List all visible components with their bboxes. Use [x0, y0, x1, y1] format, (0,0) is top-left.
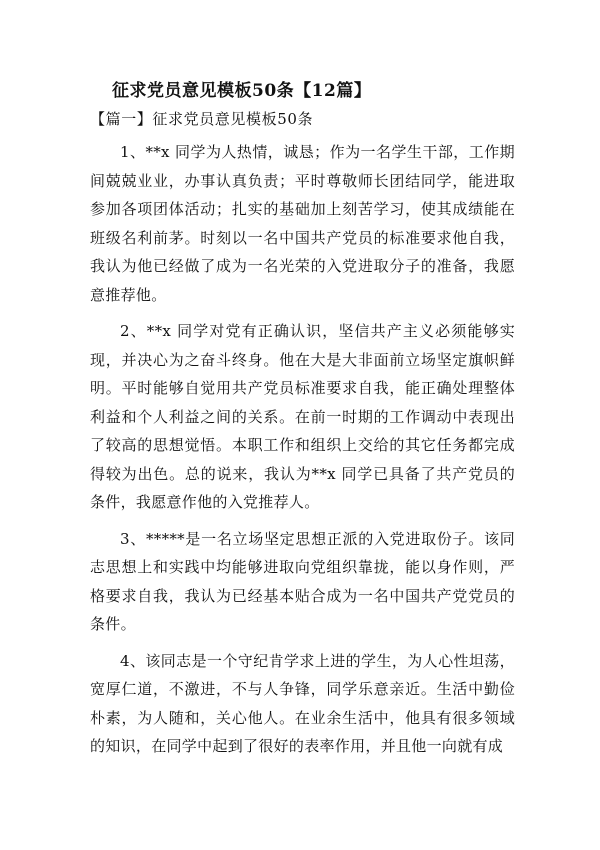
- paragraph-4: 4、该同志是一个守纪肯学求上进的学生，为人心性坦荡，宽厚仁道，不激进，不与人争锋，同学乐意亲近。生活中勤俭朴素，为人随和，关心他人。在业余生活中，他具有很多领域的知识，在同学中起到了很好的表率作用，并且他一向就有成: [90, 651, 515, 755]
- paragraph-2: 2、**x 同学对党有正确认识，坚信共产主义必须能够实现，并决心为之奋斗终身。他在大是大非面前立场坚定旗帜鲜明。平时能够自觉用共产党员标准要求自我，能正确处理整体利益和个人利益之间的关系。在前一时期的工作调动中表现出了较高的思想觉悟。本职工作和组织上交给的其它任务都完成得较为出色。总的说来，我认为**x 同学已具备了共产党员的条件，我愿意作他的入党推荐人。: [90, 322, 515, 511]
- paragraph-1: 1、**x 同学为人热情，诚恳；作为一名学生干部，工作期间兢兢业业，办事认真负责；平时尊敬师长团结同学，能进取参加各项团体活动；扎实的基础加上刻苦学习，使其成绩能在班级名利前茅。时刻以一名中国共产党员的标准要求他自我，我认为他已经做了成为一名光荣的入党进取分子的准备，我愿意推荐他。: [90, 143, 515, 304]
- body-text: [90, 138, 515, 769]
- section-heading: 【篇一】征求党员意见模板50条: [90, 110, 314, 128]
- paragraph-3: 3、*****是一名立场坚定思想正派的入党进取份子。该同志思想上和实践中均能够进取向党组织靠拢，能以身作则，严格要求自我，我认为已经基本贴合成为一名中国共产党党员的条件。: [90, 529, 515, 633]
- document-title: 征求党员意见模板50条【12篇】: [112, 81, 372, 101]
